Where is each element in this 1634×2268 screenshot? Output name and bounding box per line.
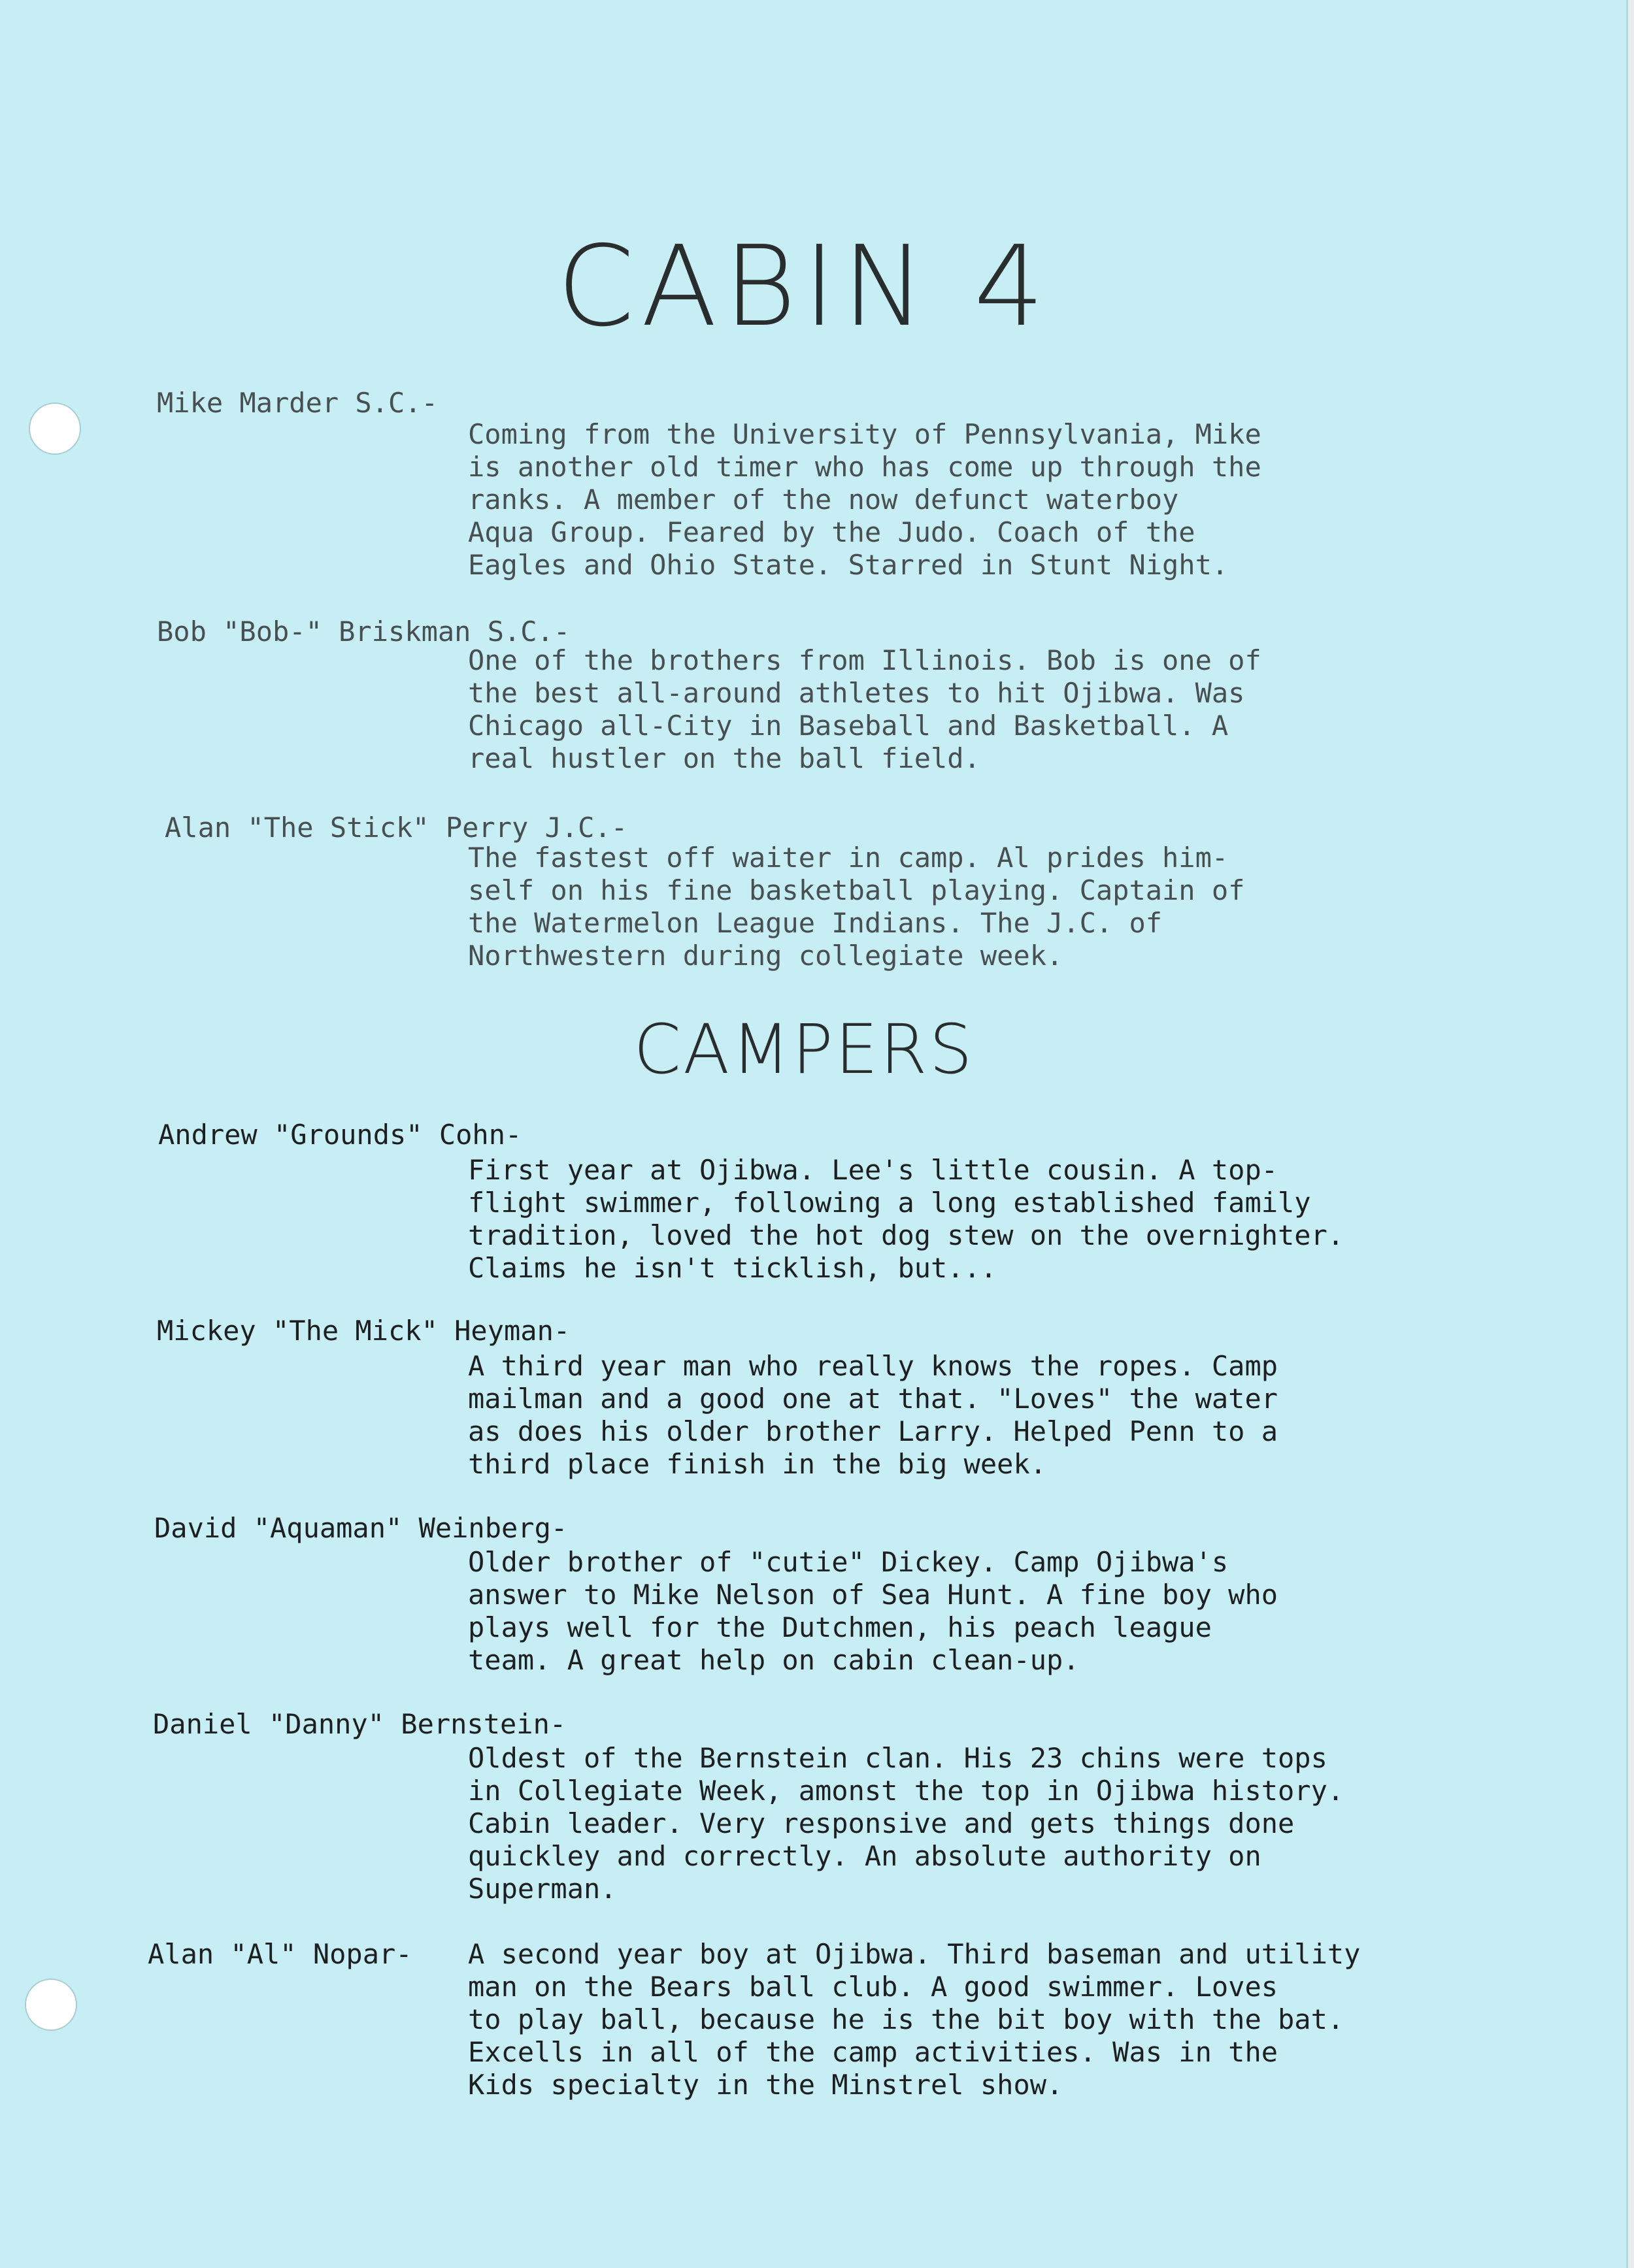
camper-name: Daniel "Danny" Bernstein- [153,1708,567,1740]
staff-name: Mike Marder S.C.- [157,387,438,419]
camper-name: Mickey "The Mick" Heyman- [157,1315,571,1347]
camper-name: David "Aquaman" Weinberg- [154,1512,568,1544]
staff-name: Alan "The Stick" Perry J.C.- [165,812,628,844]
page-title: CABIN 4 [557,222,1051,352]
punch-hole-top [29,403,81,455]
staff-description: Coming from the University of Pennsylvania, Mike is another old timer who has come up through the ranks. A member of the now defunct waterboy Aqua Group. Feared by the Judo. Coach of the Eagles and Ohio State. Starred in Stunt Night. [468,418,1261,581]
camper-description: Older brother of "cutie" Dickey. Camp Ojibwa's answer to Mike Nelson of Sea Hunt. A fine boy who plays well for the Dutchmen, his peach league team. A great help on cabin clean-up. [468,1546,1278,1676]
camper-name: Andrew "Grounds" Cohn- [158,1119,522,1151]
section-title: CAMPERS [633,1010,975,1089]
camper-description: A second year boy at Ojibwa. Third baseman and utility man on the Bears ball club. A good swimmer. Loves to play ball, because he is the bit boy with the bat. Excells in all of the camp activities. Was in the Kids specialty in the Minstrel show. [468,1938,1361,2101]
camper-description: First year at Ojibwa. Lee's little cousin. A top- flight swimmer, following a long established family tradition, loved the hot dog stew on the overnighter. Claims he isn't ticklish, but... [468,1154,1344,1284]
camper-name: Alan "Al" Nopar- [148,1938,412,1970]
staff-description: The fastest off waiter in camp. Al prides him- self on his fine basketball playing. Captain of the Watermelon League Indians. The J.C. of Northwestern during collegiate week. [468,842,1245,972]
camper-description: Oldest of the Bernstein clan. His 23 chins were tops in Collegiate Week, amonst the top in Ojibwa history. Cabin leader. Very responsive and gets things done quickley and correctly. An absolute authority on Superman. [468,1742,1344,1905]
camper-description: A third year man who really knows the ropes. Camp mailman and a good one at that. "Loves" the water as does his older brother Larry. Helped Penn to a third place finish in the big week. [468,1350,1278,1480]
staff-description: One of the brothers from Illinois. Bob is one of the best all-around athletes to hit Ojibwa. Was Chicago all-City in Baseball and Basketball. A real hustler on the ball field. [468,644,1261,774]
staff-name: Bob "Bob-" Briskman S.C.- [157,616,571,648]
punch-hole-bottom [25,1979,77,2031]
